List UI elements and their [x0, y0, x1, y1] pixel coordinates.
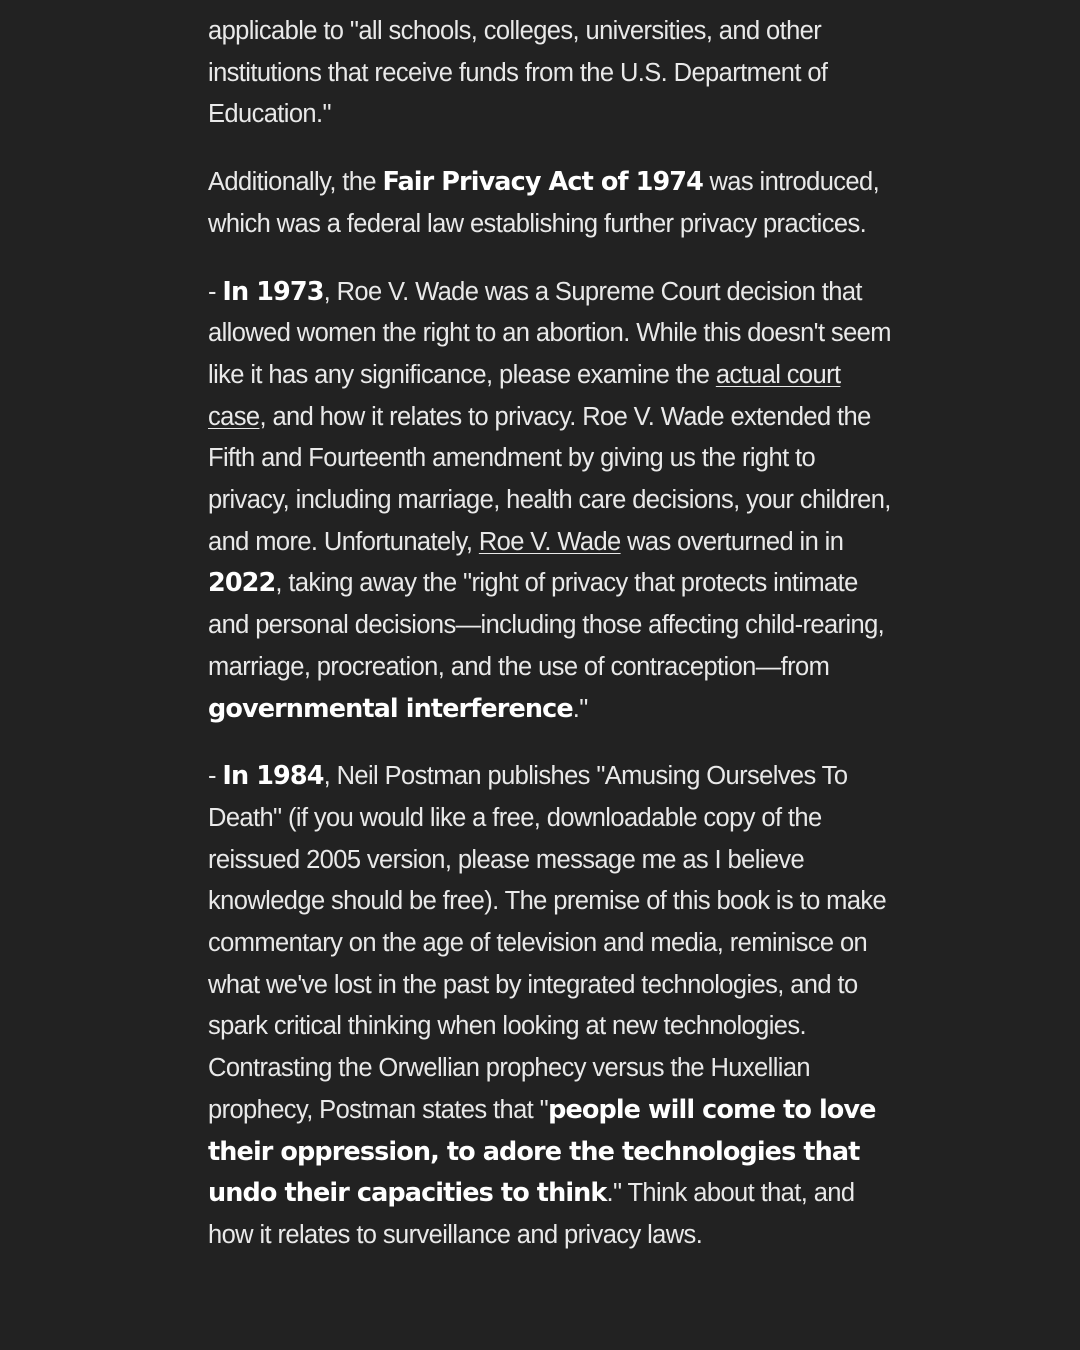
paragraph-text: , Neil Postman publishes "Amusing Ourselves To Death" (if you would like a free, downloadable copy of the reissued 2005 version, please message me as I believe knowledge should be free). The premise of this book is to make commentary on the age of television and media, reminisce on what we've lost in the past by integrated technologies, and to spark critical thinking when looking at new technologies. Contrasting the Orwellian prophecy versus the Huxellian prophecy, Postman states that ": [208, 762, 887, 1124]
paragraph-text: ." Think about that, and how it relates to surveillance and privacy laws.: [208, 1179, 855, 1249]
paragraph-fair-privacy-act: [208, 162, 898, 245]
roe-v-wade-link[interactable]: Roe V. Wade: [478, 527, 621, 556]
paragraph-text: applicable to "all schools, colleges, universities, and other institutions that receive funds from the U.S. Department of Education.": [208, 17, 828, 129]
bold-year-1973: In 1973: [222, 276, 324, 307]
paragraph-text: , taking away the "right of privacy that protects intimate and personal decisions—including those affecting child-rearing, marriage, procreation, and the use of contraception—from: [208, 569, 885, 681]
paragraph-text: was introduced, which was a federal law establishing further privacy practices.: [208, 168, 880, 238]
paragraph-roe-v-wade: [208, 272, 898, 731]
bold-postman-quote: people will come to love their oppression, to adore the technologies that undo their capacities to think: [208, 1094, 876, 1209]
bold-year-2022: 2022: [208, 568, 276, 599]
actual-court-case-link[interactable]: actual court case: [208, 360, 841, 431]
paragraph-education-scope: [208, 11, 898, 136]
paragraph-text: .": [572, 694, 588, 723]
article-body: [208, 11, 898, 1257]
paragraph-text: -: [208, 277, 223, 306]
bold-act-name: Fair Privacy Act of 1974: [382, 167, 703, 198]
paragraph-text: , and how it relates to privacy. Roe V. Wade extended the Fifth and Fourteenth amendment by giving us the right to privacy, including marriage, health care decisions, your children, and more. Unfortunately,: [208, 402, 891, 556]
paragraph-postman: [208, 756, 898, 1256]
paragraph-text: Additionally, the: [208, 168, 383, 197]
paragraph-text: was overturned in in: [620, 527, 844, 556]
bold-year-1984: In 1984: [222, 761, 324, 792]
paragraph-text: -: [208, 762, 223, 791]
paragraph-text: , Roe V. Wade was a Supreme Court decision that allowed women the right to an abortion. While this doesn't seem like it has any significance, please examine the: [208, 277, 891, 389]
bold-governmental-interference: governmental interference: [208, 693, 573, 724]
